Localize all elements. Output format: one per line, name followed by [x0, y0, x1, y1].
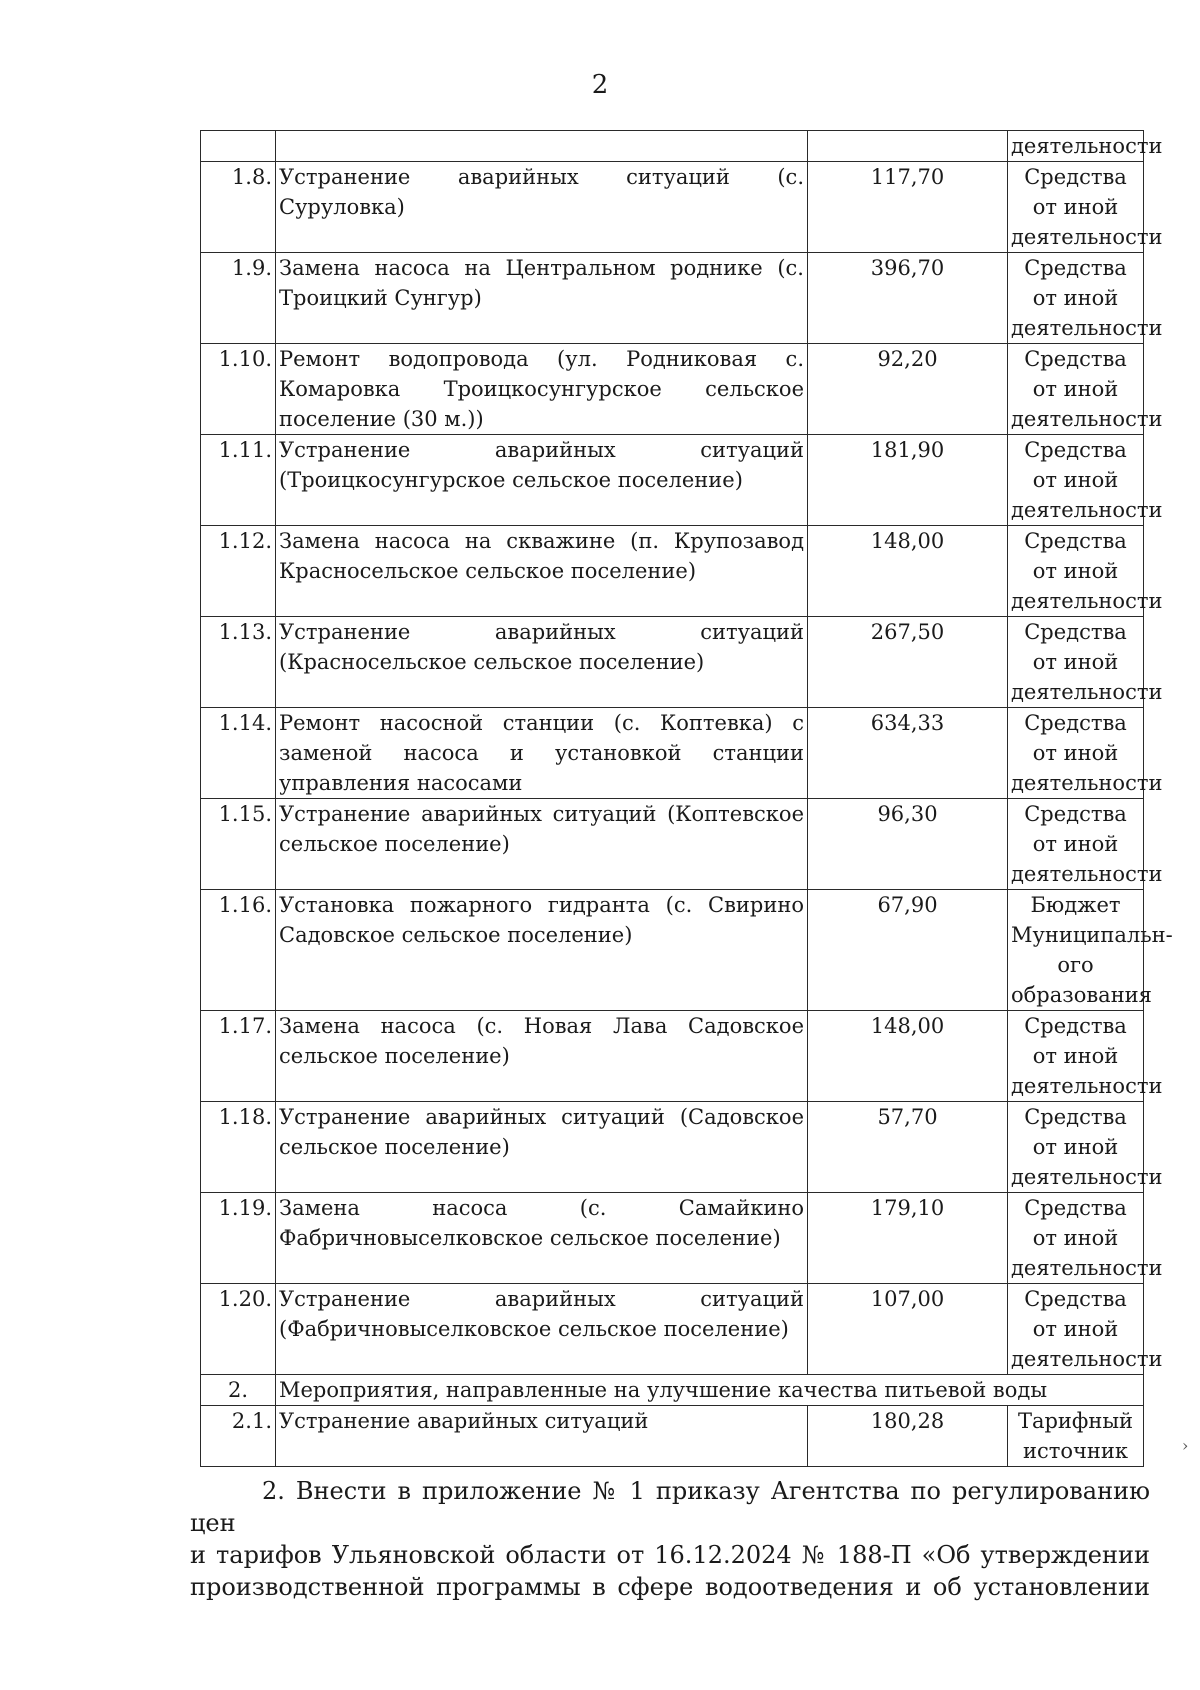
row-source: деятельности: [1008, 131, 1144, 162]
table-row: [201, 1102, 1144, 1193]
row-description: Замена насоса на Центральном роднике (с. Троицкий Сунгур): [276, 253, 808, 344]
row-source: Средства от иной деятельности: [1008, 435, 1144, 526]
table-row: [201, 617, 1144, 708]
row-number: 1.20.: [201, 1284, 276, 1375]
row-cost: [808, 131, 1008, 162]
row-description: Замена насоса (с. Новая Лава Садовское сельское поселение): [276, 1011, 808, 1102]
table-row: [201, 1193, 1144, 1284]
row-description: Устранение аварийных ситуаций (Фабричновыселковское сельское поселение): [276, 1284, 808, 1375]
row-source: Средства от иной деятельности: [1008, 253, 1144, 344]
row-cost: 634,33: [808, 708, 1008, 799]
row-source: Бюджет Муниципальн-ого образования: [1008, 890, 1144, 1011]
page-number: 2: [591, 70, 609, 100]
row-number: 1.13.: [201, 617, 276, 708]
section-row: [201, 1375, 1144, 1406]
row-source: Средства от иной деятельности: [1008, 617, 1144, 708]
row-source: Средства от иной деятельности: [1008, 1193, 1144, 1284]
row-source: Средства от иной деятельности: [1008, 1102, 1144, 1193]
paragraph-line: 2. Внести в приложение № 1 приказу Агентства по регулированию цен: [190, 1477, 1150, 1537]
row-cost: 148,00: [808, 526, 1008, 617]
paragraph-line: производственной программы в сфере водоотведения и об установлении: [190, 1573, 1150, 1601]
table-row-continuation: [201, 131, 1144, 162]
row-cost: 181,90: [808, 435, 1008, 526]
row-source: Средства от иной деятельности: [1008, 1284, 1144, 1375]
row-cost: 180,28: [808, 1406, 1008, 1467]
row-source: Средства от иной деятельности: [1008, 526, 1144, 617]
table-row: [201, 526, 1144, 617]
row-number: 1.15.: [201, 799, 276, 890]
table-row: [201, 344, 1144, 435]
row-description: Устранение аварийных ситуаций (Красносельское сельское поселение): [276, 617, 808, 708]
row-source: Тарифный источник: [1008, 1406, 1144, 1467]
row-cost: 96,30: [808, 799, 1008, 890]
row-number: 1.18.: [201, 1102, 276, 1193]
row-cost: 148,00: [808, 1011, 1008, 1102]
row-number: [201, 131, 276, 162]
row-cost: 267,50: [808, 617, 1008, 708]
row-description: Ремонт водопровода (ул. Родниковая с. Комаровка Троицкосунгурское сельское поселение (30 м.)): [276, 344, 808, 435]
row-cost: 107,00: [808, 1284, 1008, 1375]
table-row: [201, 1011, 1144, 1102]
row-description: Устранение аварийных ситуаций (Троицкосунгурское сельское поселение): [276, 435, 808, 526]
row-description: Устранение аварийных ситуаций: [276, 1406, 808, 1467]
row-cost: 57,70: [808, 1102, 1008, 1193]
section-number: 2.: [201, 1375, 276, 1406]
table-row: [201, 890, 1144, 1011]
row-description: Устранение аварийных ситуаций (Коптевское сельское поселение): [276, 799, 808, 890]
row-number: 1.10.: [201, 344, 276, 435]
table-row: [201, 162, 1144, 253]
paragraph-line: и тарифов Ульяновской области от 16.12.2024 № 188-П «Об утверждении: [190, 1541, 1150, 1569]
row-number: 1.8.: [201, 162, 276, 253]
row-description: Замена насоса на скважине (п. Крупозавод Красносельское сельское поселение): [276, 526, 808, 617]
row-number: 1.19.: [201, 1193, 276, 1284]
row-cost: 179,10: [808, 1193, 1008, 1284]
table-row: [201, 1284, 1144, 1375]
amendment-paragraph: [190, 1475, 1150, 1603]
row-number: 2.1.: [201, 1406, 276, 1467]
row-description: Устранение аварийных ситуаций (Садовское сельское поселение): [276, 1102, 808, 1193]
program-table: [200, 130, 1173, 1467]
row-number: 1.14.: [201, 708, 276, 799]
row-description: Замена насоса (с. Самайкино Фабричновыселковское сельское поселение): [276, 1193, 808, 1284]
row-cost: 67,90: [808, 890, 1008, 1011]
row-description: [276, 131, 808, 162]
row-source: Средства от иной деятельности: [1008, 344, 1144, 435]
table-row: [201, 435, 1144, 526]
row-description: Устранение аварийных ситуаций (с. Суруловка): [276, 162, 808, 253]
row-number: 1.12.: [201, 526, 276, 617]
section-title: Мероприятия, направленные на улучшение качества питьевой воды: [276, 1375, 1144, 1406]
row-number: 1.9.: [201, 253, 276, 344]
table-row: [201, 253, 1144, 344]
row-number: 1.11.: [201, 435, 276, 526]
row-source: Средства от иной деятельности: [1008, 1011, 1144, 1102]
margin-mark: ›: [1182, 1436, 1189, 1455]
row-number: 1.16.: [201, 890, 276, 1011]
row-number: 1.17.: [201, 1011, 276, 1102]
row-description: Установка пожарного гидранта (с. Свирино Садовское сельское поселение): [276, 890, 808, 1011]
row-source: Средства от иной деятельности: [1008, 708, 1144, 799]
table-row: [201, 708, 1144, 799]
row-source: Средства от иной деятельности: [1008, 799, 1144, 890]
row-source: Средства от иной деятельности: [1008, 162, 1144, 253]
row-cost: 92,20: [808, 344, 1008, 435]
row-cost: 117,70: [808, 162, 1008, 253]
table-row: [201, 799, 1144, 890]
table-row: [201, 1406, 1144, 1467]
row-description: Ремонт насосной станции (с. Коптевка) с заменой насоса и установкой станции управления насосами: [276, 708, 808, 799]
row-cost: 396,70: [808, 253, 1008, 344]
